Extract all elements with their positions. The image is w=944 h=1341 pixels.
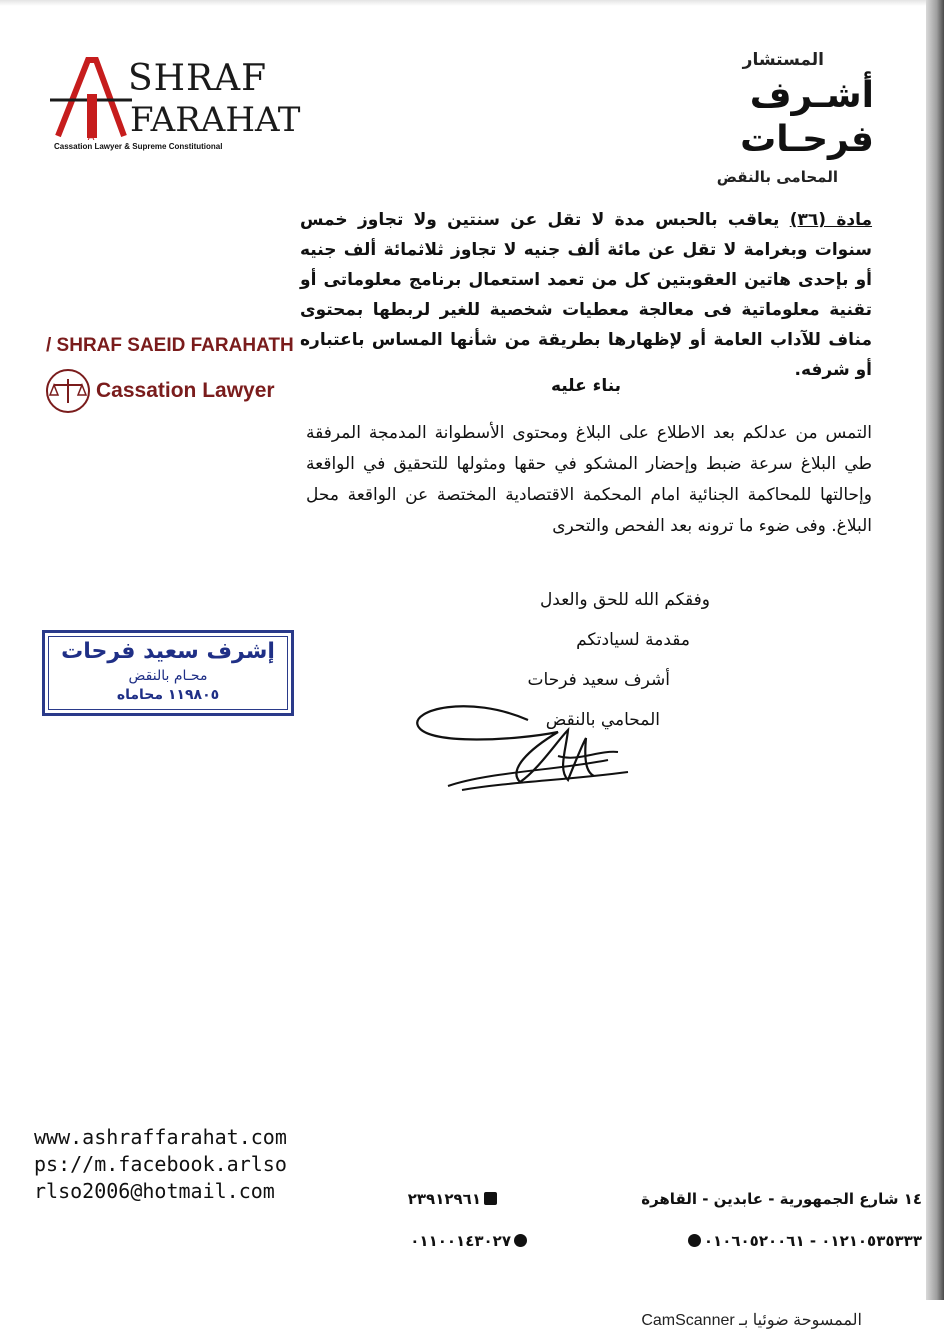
logo-shraf-text: SHRAF <box>128 58 268 99</box>
logo-tagline: Cassation Lawyer & Supreme Constitutional <box>54 142 223 151</box>
footer-email: rlso2006@hotmail.com <box>34 1179 275 1203</box>
header-title-small: المستشار <box>742 50 824 70</box>
stamp-arabic-title: محـام بالنقض <box>128 668 208 684</box>
footer-mobile-1-text: ٠١٢١٠٥٣٥٣٣٣ - ٠١٠٦٠٥٢٠٠٦١ <box>703 1232 922 1250</box>
article-label: مادة (٣٦) <box>789 210 873 230</box>
section-heading: بناء عليه <box>550 376 622 396</box>
closing-line-2: مقدمة لسيادتكم <box>576 630 690 650</box>
stamp-english-role: Cassation Lawyer <box>96 379 275 402</box>
scan-right-edge <box>926 0 944 1300</box>
closing-line-1: وفقكم الله للحق والعدل <box>539 590 710 610</box>
footer-phone-text: ٢٣٩١٢٩٦١ <box>407 1190 481 1208</box>
article-text: يعاقب بالحبس مدة لا تقل عن سنتين ولا تجاوز خمس سنوات وبغرامة لا تقل عن مائة ألف جنيه لا تجاوز ثلاثمائة ألف جنيه أو بإحدى هاتين العقوبتين كل من تعمد استعمال برنامج معلوماتى أو تقنية معلوماتية فى معالجة معطيات شخصية للغير لربطها بمحتوى مناف للآداب العامة أو لإظهارها بطريقة من شأنها المساس باعتباره أو شرفه. <box>300 210 872 380</box>
footer-mobile-2-text: ٠١١٠٠١٤٣٠٢٧ <box>410 1232 511 1250</box>
stamp-arabic-number: ١١٩٨٠٥ محاماه <box>116 687 220 703</box>
logo-farahat-text: FARAHAT <box>130 100 301 140</box>
header-name: أشـرف فرحـات <box>740 75 874 160</box>
closing-line-4: المحامي بالنقض <box>545 710 660 730</box>
request-paragraph: التمس من عدلكم بعد الاطلاع على البلاغ ومحتوى الأسطوانة المدمجة المرفقة طي البلاغ سرعة ضبط وإحضار المشكو في حقها ومثولها للتحقيق في الواقعة وإحالتها للمحاكمة الجنائية امام المحكمة الاقتصادية المختصة عن الواقعة محل البلاغ. وفى ضوء ما ترونه بعد الفحص والتحرى <box>306 423 872 536</box>
footer-address <box>641 1190 922 1208</box>
official-blue-stamp <box>42 630 294 716</box>
article-paragraph <box>300 205 872 385</box>
background-watermark <box>30 170 290 1070</box>
mobile-icon <box>688 1234 701 1247</box>
phone-icon <box>484 1192 497 1205</box>
footer-phone <box>408 1190 500 1208</box>
header-subtitle: المحامى بالنقض <box>716 168 838 186</box>
scanner-watermark-note: الممسوحة ضوئيا بـ CamScanner <box>641 1312 862 1329</box>
handwritten-signature <box>408 690 648 800</box>
stamp-arabic-name: إشرف سعيد فرحات <box>61 639 275 664</box>
english-stamp <box>46 335 306 413</box>
footer-website: www.ashraffarahat.com <box>34 1125 287 1149</box>
svg-text:A: A <box>87 132 95 142</box>
footer-mobile-2 <box>410 1232 530 1250</box>
logo-a-mark <box>50 56 132 142</box>
footer-mobile-1 <box>685 1232 922 1250</box>
firm-logo <box>50 56 301 156</box>
scales-of-justice-icon <box>46 369 90 413</box>
scan-top-edge <box>0 0 944 6</box>
letterhead-header <box>634 50 874 186</box>
footer-online-contacts <box>34 1124 287 1205</box>
footer-facebook: ps://m.facebook.arlso <box>34 1152 287 1176</box>
footer-address-text: ١٤ شارع الجمهورية - عابدين - القاهرة <box>641 1190 922 1208</box>
closing-line-3: أشرف سعيد فرحات <box>527 670 670 690</box>
stamp-english-name: / SHRAF SAEID FARAHATH <box>46 335 294 356</box>
whatsapp-icon <box>514 1234 527 1247</box>
